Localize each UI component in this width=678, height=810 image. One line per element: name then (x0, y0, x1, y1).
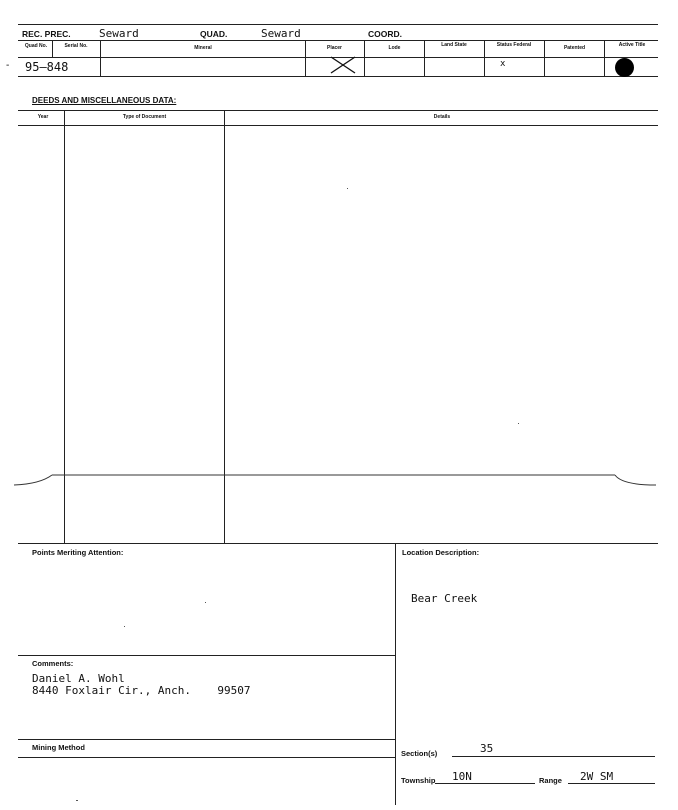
claim-col-divider (100, 40, 101, 76)
comments-top-rule (18, 655, 395, 656)
rec-prec-value: Seward (99, 27, 139, 40)
scan-speck (347, 188, 348, 189)
claim-col-divider (52, 40, 53, 57)
col-header-serial-no: Serial No. (64, 43, 88, 49)
quad-serial-value: 95–848 (25, 60, 69, 74)
claim-col-divider (484, 40, 485, 76)
claim-col-divider (364, 40, 365, 76)
lower-top-rule (18, 543, 658, 544)
comments-label: Comments: (32, 659, 74, 668)
quad-value: Seward (261, 27, 301, 40)
claim-table-bottom-rule (18, 76, 658, 77)
col-header-placer: Placer (326, 45, 342, 51)
claim-col-divider (424, 40, 425, 76)
lower-center-divider (395, 543, 396, 805)
township-label: Township (401, 776, 436, 785)
range-label: Range (539, 776, 562, 785)
col-header-mineral: Mineral (194, 45, 212, 51)
deeds-col-details: Details (433, 114, 451, 120)
township-value: 10N (452, 770, 472, 783)
claim-col-divider (604, 40, 605, 76)
deeds-top-rule (18, 110, 658, 111)
deeds-col-type: Type of Document (122, 114, 167, 120)
scan-speck (205, 602, 206, 603)
deeds-col-year: Year (37, 114, 49, 120)
claim-table-top-rule (18, 40, 658, 41)
col-header-active-title: Active Title (618, 42, 646, 48)
comments-line-2: 8440 Foxlair Cir., Anch. 99507 (32, 684, 251, 697)
mining-method-top-rule (18, 739, 395, 740)
location-description-value: Bear Creek (411, 592, 478, 605)
range-underline (568, 783, 655, 784)
col-header-land-state: Land State (441, 42, 467, 48)
col-header-status-federal: Status Federal (496, 42, 532, 48)
deeds-section-title: DEEDS AND MISCELLANEOUS DATA: (32, 96, 177, 105)
col-header-patented: Patented (563, 45, 586, 51)
comments-line-1: Daniel A. Wohl (32, 672, 125, 685)
mining-method-underline (18, 757, 395, 758)
placer-x-mark (330, 56, 356, 74)
margin-mark: - (6, 60, 10, 71)
location-description-label: Location Description: (402, 548, 480, 557)
col-header-lode: Lode (388, 45, 401, 51)
sections-value: 35 (480, 742, 494, 755)
header-top-rule (18, 24, 658, 25)
sections-label: Section(s) (401, 749, 438, 758)
status-federal-mark: x (500, 59, 506, 69)
col-header-quad-no: Quad No. (24, 43, 48, 49)
quad-label: QUAD. (200, 29, 228, 39)
sections-underline (452, 756, 655, 757)
claim-col-divider (544, 40, 545, 76)
scan-speck (518, 423, 519, 424)
scan-speck (76, 800, 78, 801)
fold-line (0, 466, 678, 490)
range-value: 2W SM (580, 770, 614, 783)
rec-prec-label: REC. PREC. (22, 29, 71, 39)
township-underline (435, 783, 535, 784)
deeds-header-rule (18, 125, 658, 126)
active-title-dot (615, 58, 634, 77)
points-meriting-attention-label: Points Meriting Attention: (32, 548, 124, 557)
coord-label: COORD. (368, 29, 402, 39)
scan-speck (124, 626, 125, 627)
mining-method-label: Mining Method (32, 743, 85, 752)
